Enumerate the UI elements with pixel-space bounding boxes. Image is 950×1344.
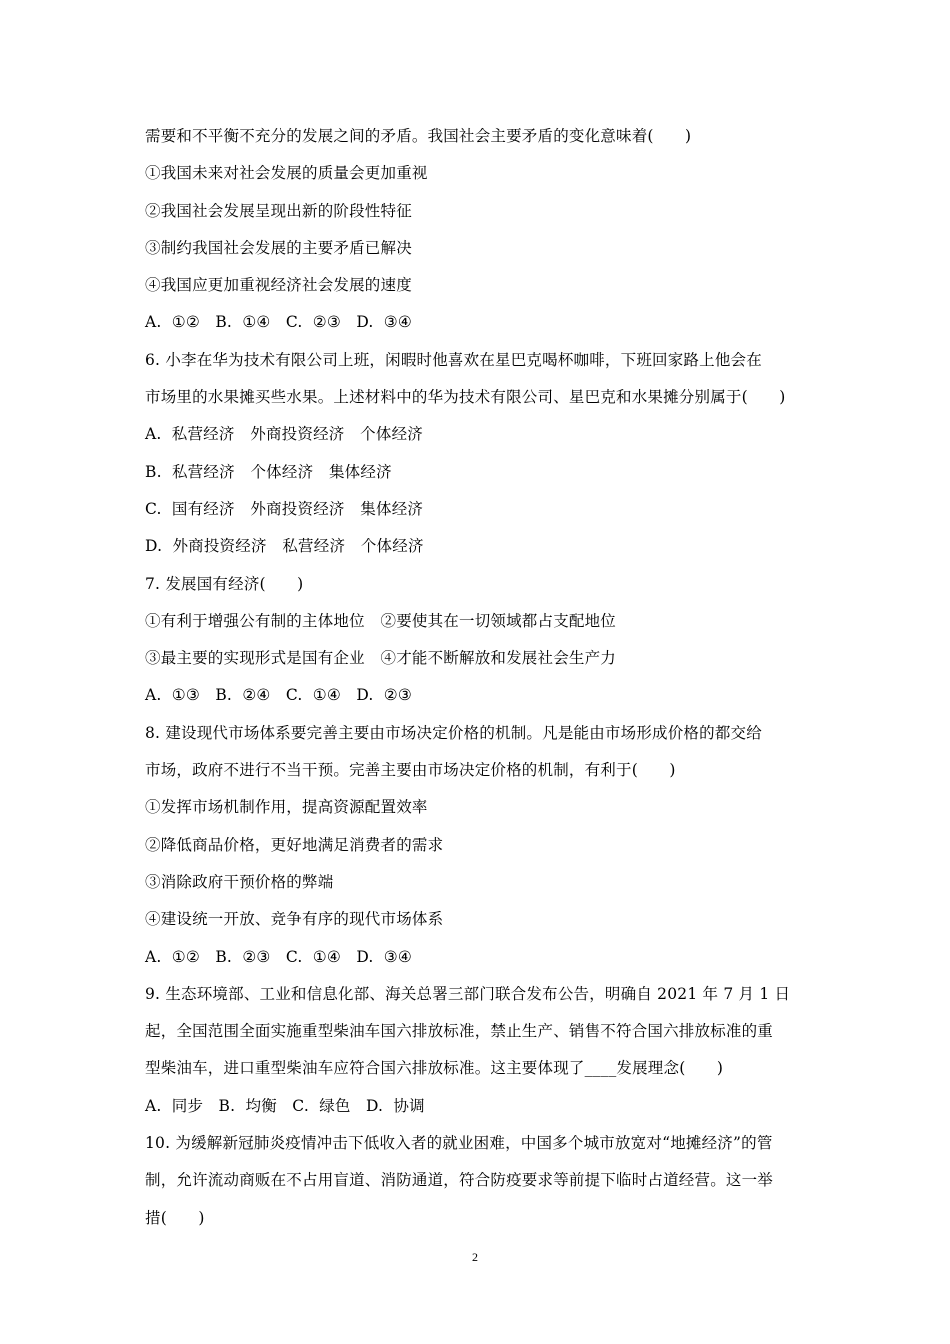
option-line: ④建设统一开放、竞争有序的现代市场体系 [145,910,444,929]
option-line: ①有利于增强公有制的主体地位 ②要使其在一切领域都占支配地位 [145,611,617,630]
option-line: ③最主要的实现形式是国有企业 ④才能不断解放和发展社会生产力 [145,649,617,668]
question-9-text: 起，全国范围全面实施重型柴油车国六排放标准，禁止生产、销售不符合国六排放标准的重 [145,1022,774,1041]
answer-choice: C. 国有经济 外商投资经济 集体经济 [145,499,424,518]
question-7-text: 7. 发展国有经济( ) [145,574,304,593]
page-number: 2 [472,1250,478,1264]
page-content [145,118,813,1237]
option-line: ①我国未来对社会发展的质量会更加重视 [145,164,428,183]
question-8-text: 市场，政府不进行不当干预。完善主要由市场决定价格的机制，有利于( ) [145,761,676,780]
option-line: ②我国社会发展呈现出新的阶段性特征 [145,201,412,220]
question-10-text: 制，允许流动商贩在不占用盲道、消防通道，符合防疫要求等前提下临时占道经营。这一举 [145,1171,774,1190]
option-line: ①发挥市场机制作用，提高资源配置效率 [145,798,428,817]
answer-choice: D. 外商投资经济 私营经济 个体经济 [145,537,424,556]
text-line: 需要和不平衡不充分的发展之间的矛盾。我国社会主要矛盾的变化意味着( ) [145,127,692,145]
question-6-text: 市场里的水果摊买些水果。上述材料中的华为技术有限公司、星巴克和水果摊分别属于( ) [145,388,786,407]
answer-choices: A. ①③ B. ②④ C. ①④ D. ②③ [145,686,412,705]
answer-choice: A. 私营经济 外商投资经济 个体经济 [145,425,423,444]
question-9-text: 型柴油车，进口重型柴油车应符合国六排放标准。这主要体现了____发展理念( ) [145,1059,724,1078]
option-line: ②降低商品价格，更好地满足消费者的需求 [145,835,444,854]
answer-choice: B. 私营经济 个体经济 集体经济 [145,462,392,481]
option-line: ③消除政府干预价格的弊端 [145,872,334,891]
option-line: ③制约我国社会发展的主要矛盾已解决 [145,238,412,257]
answer-choices: A. 同步 B. 均衡 C. 绿色 D. 协调 [145,1096,425,1115]
question-10-text: 10. 为缓解新冠肺炎疫情冲击下低收入者的就业困难，中国多个城市放宽对“地摊经济”的管 [145,1134,773,1153]
answer-choices: A. ①② B. ②③ C. ①④ D. ③④ [145,947,412,966]
question-6-text: 6. 小李在华为技术有限公司上班，闲暇时他喜欢在星巴克喝杯咖啡，下班回家路上他会在 [145,350,762,369]
question-8-text: 8. 建设现代市场体系要完善主要由市场决定价格的机制。凡是能由市场形成价格的都交给 [145,723,762,742]
question-10-text: 措( ) [145,1208,205,1227]
question-9-text: 9. 生态环境部、工业和信息化部、海关总署三部门联合发布公告，明确自 2021 年 7 月 1 日 [145,984,791,1003]
answer-choices: A. ①② B. ①④ C. ②③ D. ③④ [145,313,412,332]
option-line: ④我国应更加重视经济社会发展的速度 [145,276,412,295]
